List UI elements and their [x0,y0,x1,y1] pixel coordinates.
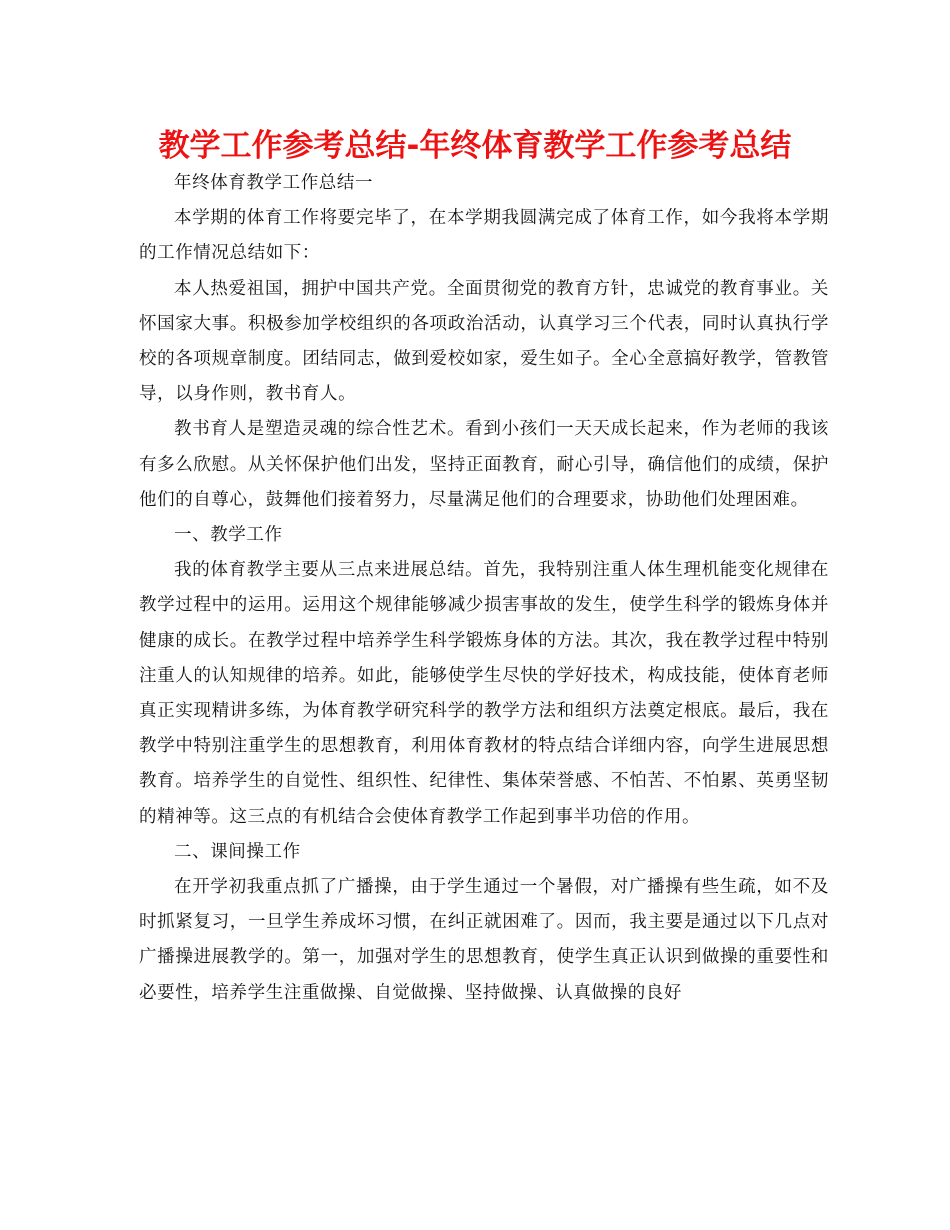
section-subtitle: 年终体育教学工作总结一 [174,173,374,193]
paragraph: 本学期的体育工作将要完毕了，在本学期我圆满完成了体育工作，如今我将本学期的工作情况总结如下： [139,208,829,264]
paragraph: 本人热爱祖国，拥护中国共产党。全面贯彻党的教育方针，忠诚党的教育事业。关怀国家大事。积极参加学校组织的各项政治活动，认真学习三个代表，同时认真执行学校的各项规章制度。团结同志，做到爱校如家，爱生如子。全心全意搞好教学，管教管导，以身作则，教书育人。 [139,278,829,405]
document-body [139,166,829,1011]
paragraph: 我的体育教学主要从三点来进展总结。首先，我特别注重人体生理机能变化规律在教学过程中的运用。运用这个规律能够减少损害事故的发生，使学生科学的锻炼身体并健康的成长。在教学过程中培养学生科学锻炼身体的方法。其次，我在教学过程中特别注重人的认知规律的培养。如此，能够使学生尽快的学好技术，构成技能，使体育老师真正实现精讲多练，为体育教学研究科学的教学方法和组织方法奠定根底。最后，我在教学中特别注重学生的思想教育，利用体育教材的特点结合详细内容，向学生进展思想教育。培养学生的自觉性、组织性、纪律性、集体荣誉感、不怕苦、不怕累、英勇坚韧的精神等。这三点的有机结合会使体育教学工作起到事半功倍的作用。 [139,560,829,827]
section-heading: 二、课间操工作 [174,841,301,862]
paragraph: 在开学初我重点抓了广播操，由于学生通过一个暑假，对广播操有些生疏，如不及时抓紧复习，一旦学生养成坏习惯，在纠正就困难了。因而，我主要是通过以下几点对广播操进展教学的。第一，加强对学生的思想教育，使学生真正认识到做操的重要性和必要性，培养学生注重做操、自觉做操、坚持做操、认真做操的良好 [139,877,829,1003]
section-heading: 一、教学工作 [174,525,283,546]
paragraph: 教书育人是塑造灵魂的综合性艺术。看到小孩们一天天成长起来，作为老师的我该有多么欣慰。从关怀保护他们出发，坚持正面教育，耐心引导，确信他们的成绩，保护他们的自尊心，鼓舞他们接着努力，尽量满足他们的合理要求，协助他们处理困难。 [139,419,829,510]
document-title: 教学工作参考总结-年终体育教学工作参考总结 [158,128,792,164]
